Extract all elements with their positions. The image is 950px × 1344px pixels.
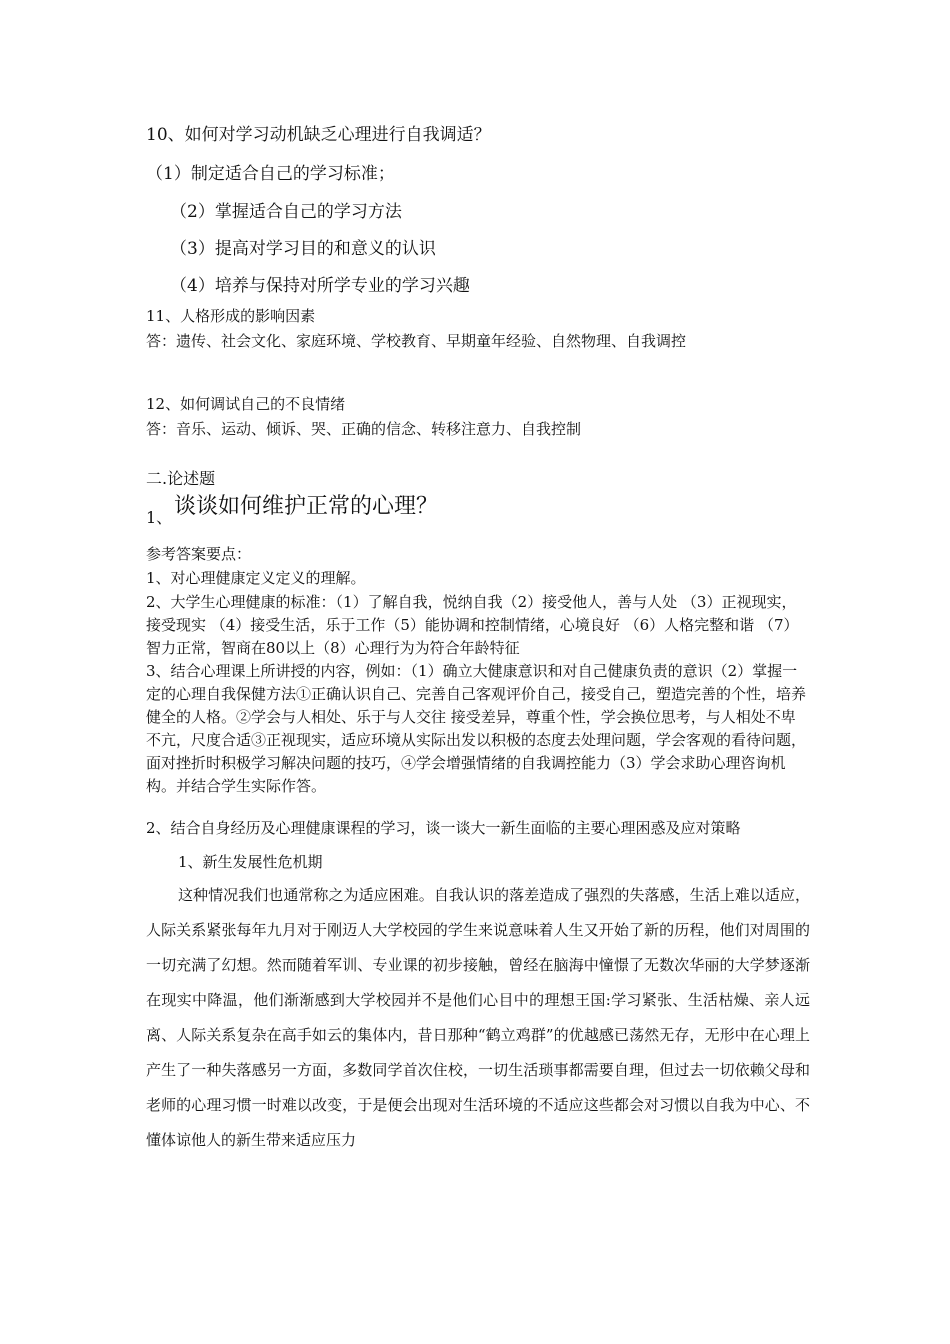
reference-answer-label: 参考答案要点： [146, 545, 252, 563]
essay-1-title: 谈谈如何维护正常的心理？ [174, 494, 439, 519]
question-12-title: 12、如何调试自己的不良情绪 [146, 395, 346, 413]
question-10-title: 10、如何对学习动机缺乏心理进行自我调适？ [146, 125, 491, 145]
question-10-item-4: （4）培养与保持对所学专业的学习兴趣 [170, 276, 470, 296]
question-10-item-1: （1）制定适合自己的学习标准； [146, 164, 395, 184]
essay-1-number: 1、 [146, 508, 173, 527]
question-11-answer: 答：遗传、社会文化、家庭环境、学校教育、早期童年经验、自然物理、自我调控 [146, 332, 687, 350]
essay-2-subheading-1: 1、新生发展性危机期 [178, 853, 323, 871]
question-12-answer: 答：音乐、运动、倾诉、哭、正确的信念、转移注意力、自我控制 [146, 420, 582, 438]
answer-point-1: 1、对心理健康定义定义的理解。 [146, 569, 366, 587]
question-10-item-3: （3）提高对学习目的和意义的认识 [170, 239, 436, 259]
answer-point-3: 3、结合心理课上所讲授的内容，例如：（1）确立大健康意识和对自己健康负责的意识（2）掌握一定的心理自我保健方法①正确认识自己、完善自己客观评价自己，接受自己，塑造完善的个性，培养健全的人格。②学会与人相处、乐于与人交往 接受差异，尊重个性，学会换位思考，与人相处不卑不亢，尺度合适③正视现实，适应环境从实际出发以积极的态度去处理问题，学会客观的看待问题，面对挫折时积极学习解决问题的技巧，④学会增强情绪的自我调控能力（3）学会求助心理咨询机构。并结合学生实际作答。 [146, 662, 807, 795]
question-11-title: 11、人格形成的影响因素 [146, 307, 316, 325]
question-10-item-2: （2）掌握适合自己的学习方法 [170, 202, 402, 222]
answer-point-2: 2、大学生心理健康的标准：（1）了解自我，悦纳自我（2）接受他人，善与人处 （3）正视现实，接受现实 （4）接受生活，乐于工作（5）能协调和控制情绪，心境良好 （6）人格完整和谐 （7）智力正常，智商在80以上（8）心理行为为符合年龄特征 [146, 593, 799, 657]
section-2-heading: 二.论述题 [146, 469, 216, 488]
essay-2-title: 2、结合自身经历及心理健康课程的学习，谈一谈大一新生面临的主要心理困惑及应对策略 [146, 819, 741, 837]
essay-2-body-paragraph: 这种情况我们也通常称之为适应困难。自我认识的落差造成了强烈的失落感，生活上难以适应，人际关系紧张每年九月对于刚迈人大学校园的学生来说意味着人生又开始了新的历程，他们对周围的一切充满了幻想。然而随着军训、专业课的初步接触，曾经在脑海中憧憬了无数次华丽的大学梦逐渐在现实中降温，他们渐渐感到大学校园并不是他们心目中的理想王国:学习紧张、生活枯燥、亲人远离、人际关系复杂在高手如云的集体内，昔日那种“鹤立鸡群”的优越感已荡然无存，无形中在心理上产生了一种失落感另一方面，多数同学首次住校，一切生活琐事都需要自理，但过去一切依赖父母和老师的心理习惯一时难以改变，于是便会出现对生活环境的不适应这些都会对习惯以自我为中心、不懂体谅他人的新生带来适应压力 [146, 886, 810, 1149]
